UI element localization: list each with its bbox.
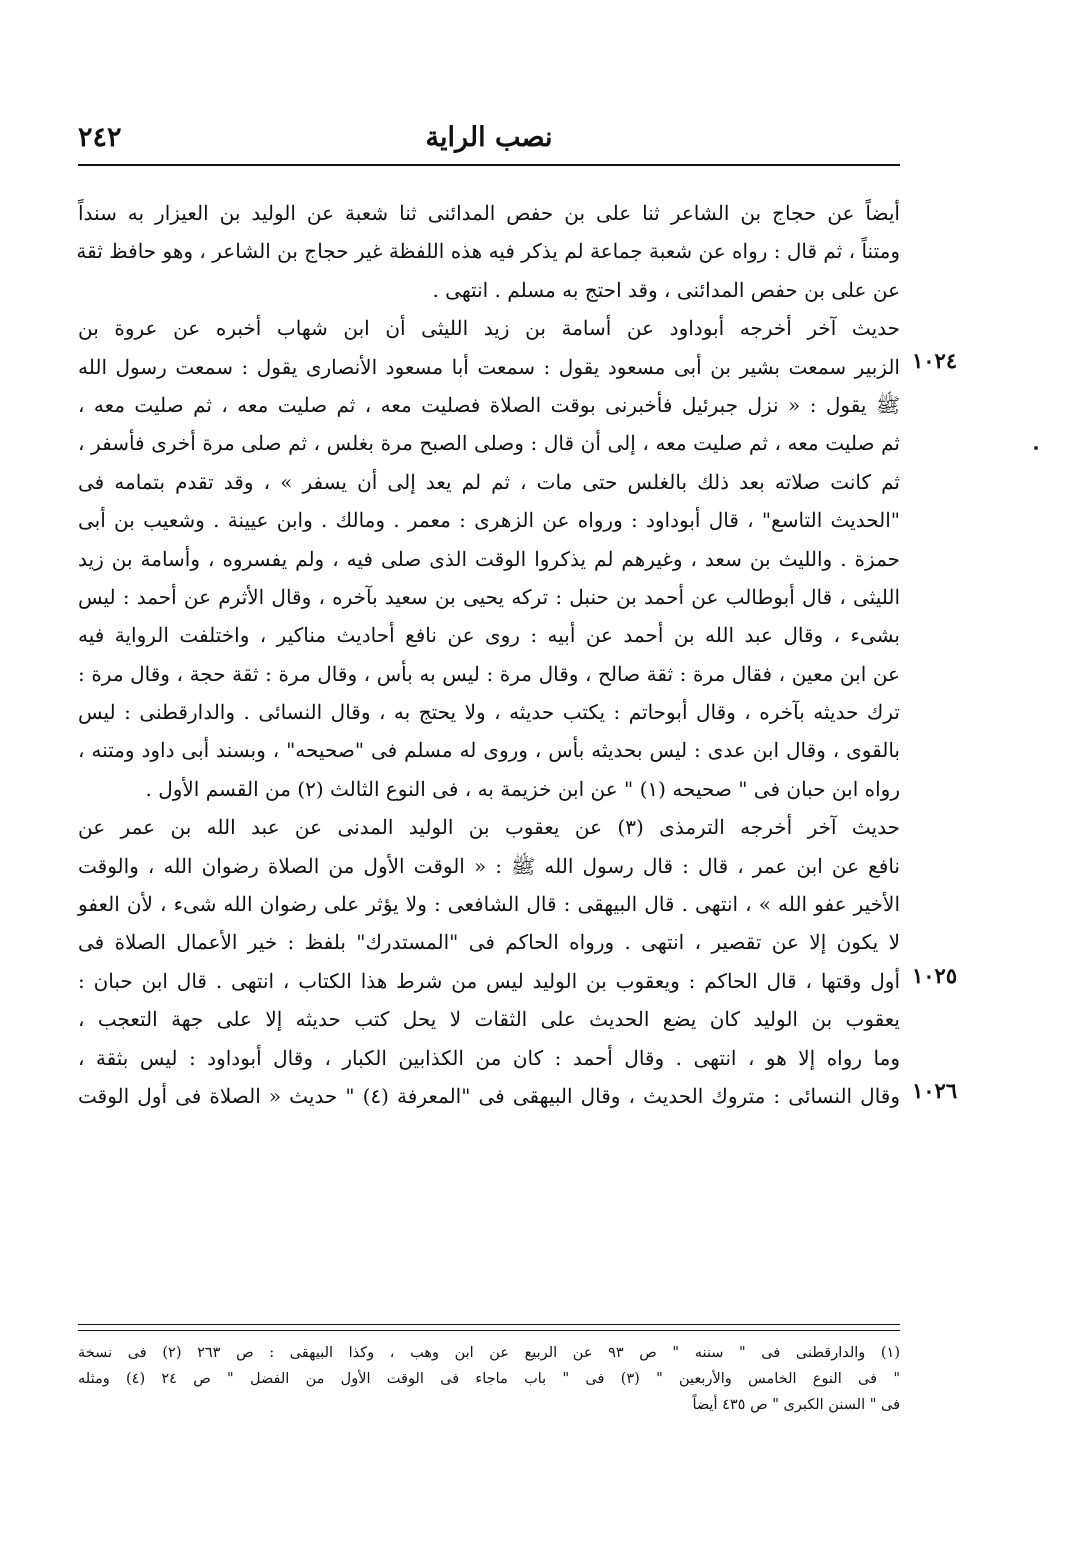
text-line: حمزة . والليث بن سعد ، وغيرهم لم يذكروا الوقت الذى صلى فيه ، ولم يفسروه ، وأسامة بن زيد: [78, 546, 900, 571]
text-line: الزبير سمعت بشير بن أبى مسعود يقول : سمعت أبا مسعود الأنصارى يقول : سمعت رسول الله: [78, 354, 900, 379]
text-line: حديث آخر أخرجه الترمذى (٣) عن يعقوب بن الوليد المدنى عن عبد الله بن عمر عن: [78, 815, 900, 840]
text-line: "الحديث التاسع" ، قال أبوداود : ورواه عن الزهرى : معمر . ومالك . وابن عيينة . وشعيب بن أبى: [78, 508, 900, 533]
page-header: [78, 118, 900, 162]
text-line: يعقوب بن الوليد كان يضع الحديث على الثقات لا يحل كتب حديثه إلا على جهة التعجب ،: [78, 1007, 900, 1032]
text-line: الليثى ، قال أبوطالب عن أحمد بن حنبل : تركه يحيى بن سعيد بآخره ، وقال الأثرم عن أحمد : ليس: [78, 584, 900, 609]
text-line: نافع عن ابن عمر ، قال : قال رسول الله ﷺ : « الوقت الأول من الصلاة رضوان الله ، والوقت: [78, 853, 900, 878]
text-line: عن على بن حفص المدائنى ، وقد احتج به مسلم . انتهى .: [432, 277, 900, 302]
text-line: بالقوى ، وقال ابن عدى : ليس بحديثه بأس ، وروى له مسلم فى "صحيحه" ، وبسند أبى داود ومتنه ،: [78, 738, 900, 763]
text-line: ثم صليت معه ، ثم صليت معه ، إلى أن قال : وصلى الصبح مرة بغلس ، ثم صلى مرة أخرى فأسفر ،: [78, 431, 900, 456]
hadith-number: ١٠٢٥: [912, 963, 958, 988]
running-title: نصب الراية: [425, 122, 553, 153]
footnotes: [78, 1340, 900, 1418]
header-rule: [78, 164, 900, 166]
footnote-line: " فى النوع الخامس والأربعين " (٣) فى " باب ماجاء فى الوقت الأول من الفضل " ص ٢٤ (٤) ومثله: [78, 1371, 900, 1387]
body-text: [78, 194, 900, 1115]
text-line: وقال النسائى : متروك الحديث ، وقال البيهقى فى "المعرفة (٤) " حديث « الصلاة فى أول الوقت: [78, 1083, 901, 1108]
text-line: ﷺ يقول : « نزل جبرئيل فأخبرنى بوقت الصلاة فصليت معه ، ثم صليت معه ، ثم صليت معه ،: [78, 392, 900, 417]
text-line: ثم كانت صلاته بعد ذلك بالغلس حتى مات ، ثم لم يعد إلى أن يسفر » ، وقد تقدم بتمامه فى: [78, 469, 900, 494]
hadith-number: ١٠٢٤: [912, 348, 958, 373]
footnote-line: فى " السنن الكبرى " ص ٤٣٥ أيضاً: [692, 1397, 900, 1413]
footnote-line: (١) والدارقطنى فى " سننه " ص ٩٣ عن الربيع عن ابن وهب ، وكذا البيهقى : ص ٢٦٣ (٢) فى نسخة: [78, 1345, 901, 1361]
text-line: رواه ابن حبان فى " صحيحه (١) " عن ابن خزيمة به ، فى النوع الثالث (٢) من القسم الأول .: [145, 776, 900, 801]
text-line: ومتناً ، ثم قال : رواه عن شعبة جماعة لم يذكر فيه هذه اللفظة غير حجاج بن الشاعر ، وهو حافظ ثقة: [76, 239, 900, 264]
text-line: أيضاً عن حجاج بن الشاعر ثنا على بن حفص المدائنى ثنا شعبة عن الوليد بن العيزار به سنداً: [78, 201, 900, 225]
text-line: حديث آخر أخرجه أبوداود عن أسامة بن زيد الليثى أن ابن شهاب أخبره عن عروة بن: [78, 316, 900, 341]
text-line: بشىء ، وقال عبد الله بن أحمد عن أبيه : روى عن نافع أحاديث مناكير ، واختلفت الرواية فيه: [78, 623, 900, 648]
text-line: الأخير عفو الله » ، انتهى . قال البيهقى : قال الشافعى : ولا يؤثر على رضوان الله شىء ، لأن العفو: [78, 892, 900, 917]
text-line: ترك حديثه بآخره ، وقال أبوحاتم : يكتب حديثه ، ولا يحتج به ، وقال النسائى . والدارقطنى : ليس: [78, 700, 900, 725]
footnote-rule: [78, 1330, 900, 1331]
text-line: لا يكون إلا عن تقصير ، انتهى . ورواه الحاكم فى "المستدرك" بلفظ : خير الأعمال الصلاة فى: [78, 930, 900, 955]
hadith-number: ١٠٢٦: [912, 1078, 958, 1103]
text-line: وما رواه إلا هو ، انتهى . وقال أحمد : كان من الكذابين الكبار ، وقال أبوداود : ليس بثقة ،: [78, 1045, 900, 1070]
footnote-rule: [78, 1324, 900, 1325]
page-number: ٢٤٢: [78, 122, 122, 153]
margin-mark: [1034, 446, 1038, 450]
text-line: عن ابن معين ، فقال مرة : ثقة صالح ، وقال مرة : ليس به بأس ، وقال مرة : ثقة حجة ، وقال مرة :: [78, 661, 900, 686]
text-line: أول وقتها ، قال الحاكم : ويعقوب بن الوليد ليس من شرط هذا الكتاب ، انتهى . قال ابن حبان :: [78, 968, 900, 993]
